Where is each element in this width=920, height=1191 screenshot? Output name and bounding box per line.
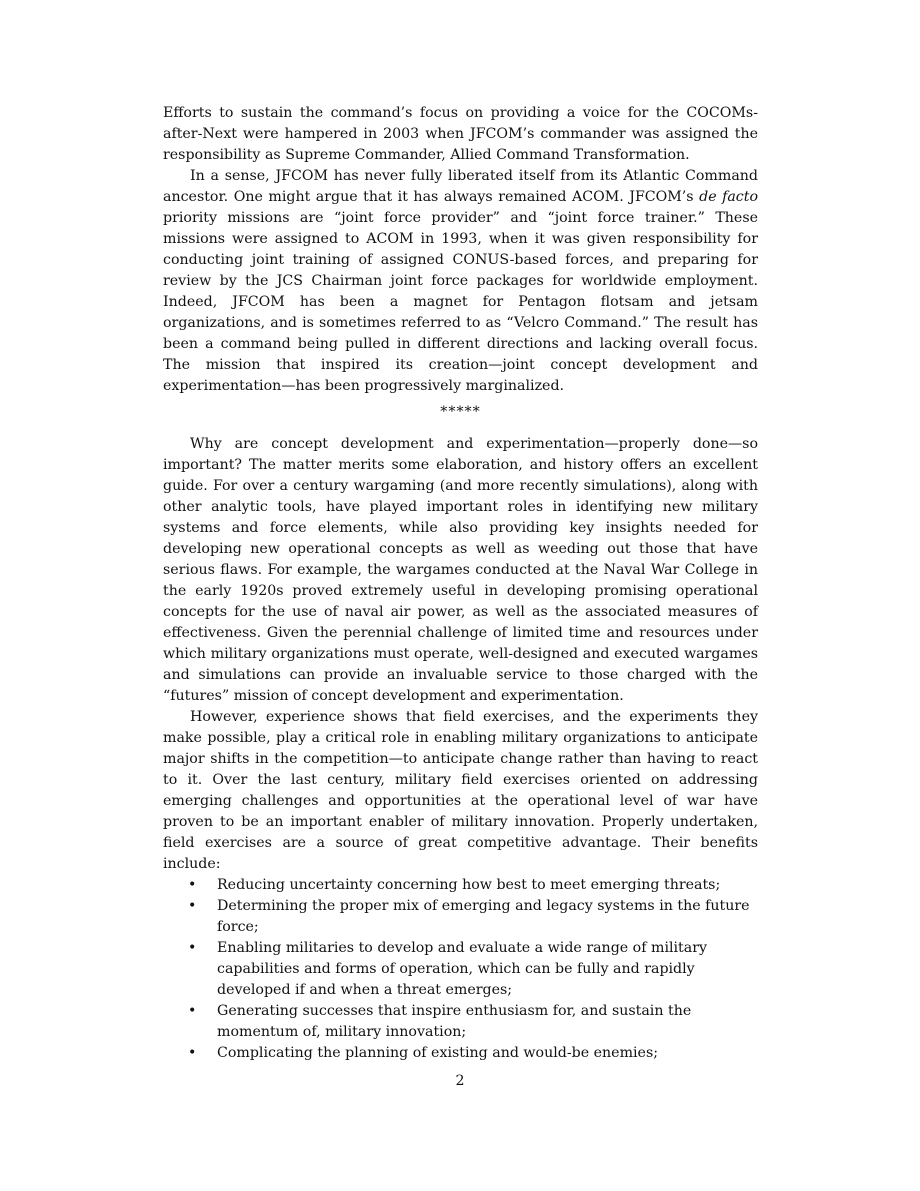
paragraph-3: Why are concept development and experimentation—properly done—so important? The matter merits some elaboration, and history offers an excellent guide. For over a century wargaming (and more recently simulations), along with other analytic tools, have played important roles in identifying new military systems and force elements, while also providing key insights needed for developing new operational concepts as well as weeding out those that have serious flaws. For example, the wargames conducted at the Naval War College in the early 1920s proved extremely useful in developing promising operational concepts for the use of naval air power, as well as the associated measures of effectiveness. Given the perennial challenge of limited time and resources under which military organizations must operate, well-designed and executed wargames and simulations can provide an invaluable service to those charged with the “futures” mission of concept development and experimentation. (163, 436, 758, 704)
bullet-icon: • (188, 1003, 197, 1019)
list-item (163, 896, 758, 938)
paragraph-4: However, experience shows that field exercises, and the experiments they make possible, play a critical role in enabling military organizations to anticipate major shifts in the competition—to anticipate change rather than having to react to it. Over the last century, military field exercises oriented on addressing emerging challenges and opportunities at the operational level of war have proven to be an important enabler of military innovation. Properly undertaken, field exercises are a source of great competitive advantage. Their benefits include: (163, 709, 758, 872)
bullet-icon: • (188, 898, 197, 914)
bullet-icon: • (188, 1045, 197, 1061)
paragraph-2 (163, 166, 758, 397)
list-item (163, 1001, 758, 1043)
list-item-text: Generating successes that inspire enthusiasm for, and sustain the momentum of, military innovation; (217, 1003, 692, 1040)
list-item (163, 875, 758, 896)
document-body (163, 103, 758, 1064)
section-separator: ***** (440, 404, 481, 420)
benefits-list (163, 875, 758, 1064)
list-item (163, 938, 758, 1001)
list-item-text: Determining the proper mix of emerging and legacy systems in the future force; (217, 898, 750, 935)
list-item-text: Reducing uncertainty concerning how best to meet emerging threats; (217, 877, 721, 893)
list-item-text: Complicating the planning of existing and would-be enemies; (217, 1045, 659, 1061)
page-number: 2 (455, 1073, 465, 1089)
bullet-icon: • (188, 877, 197, 893)
paragraph-2-italic: de facto (699, 189, 758, 205)
list-item (163, 1043, 758, 1064)
paragraph-2-text-end: priority missions are “joint force provider” and “joint force trainer.” These missions were assigned to ACOM in 1993, when it was given responsibility for conducting joint training of assigned CONUS-based forces, and preparing for review by the JCS Chairman joint force packages for worldwide employment. Indeed, JFCOM has been a magnet for Pentagon flotsam and jetsam organizations, and is sometimes referred to as “Velcro Command.” The result has been a command being pulled in different directions and lacking overall focus. The mission that inspired its creation—joint concept development and experimentation—has been progressively marginalized. (163, 210, 758, 394)
paragraph-1: Efforts to sustain the command’s focus on providing a voice for the COCOMs-after-Next were hampered in 2003 when JFCOM’s commander was assigned the responsibility as Supreme Commander, Allied Command Transformation. (163, 105, 758, 163)
paragraph-2-text-start: In a sense, JFCOM has never fully liberated itself from its Atlantic Command ancestor. One might argue that it has always remained ACOM. JFCOM’s (163, 168, 758, 205)
bullet-icon: • (188, 940, 197, 956)
list-item-text: Enabling militaries to develop and evaluate a wide range of military capabilities and forms of operation, which can be fully and rapidly developed if and when a threat emerges; (217, 940, 708, 998)
